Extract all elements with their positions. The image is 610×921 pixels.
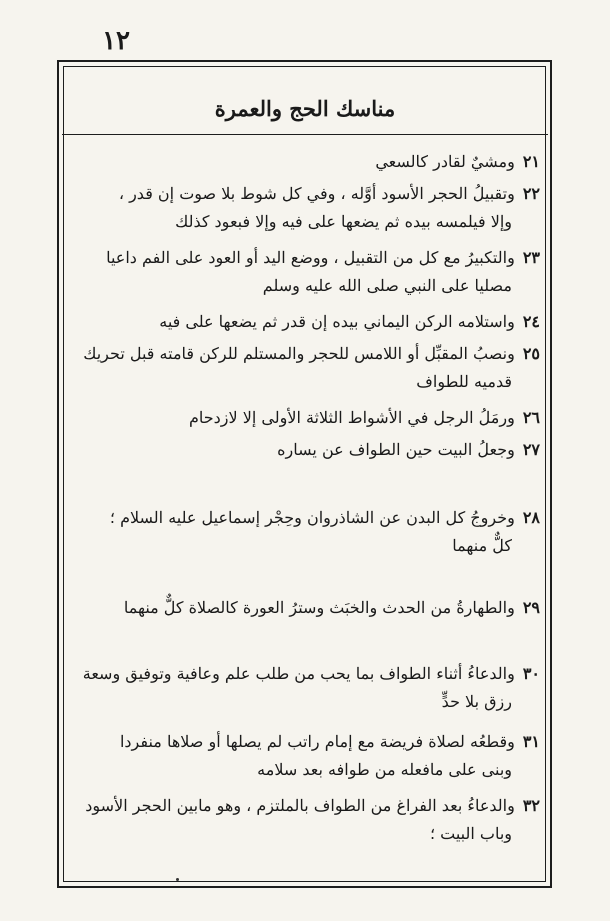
- page-title: مناسك الحج والعمرة: [214, 95, 396, 121]
- print-speck: [176, 878, 179, 881]
- list-item: ٢٨وخروجُ كل البدن عن الشاذروان وحِجْر إسماعيل عليه السلام ؛ كلٌّ منهما: [109, 508, 540, 555]
- list-item: ٣٠والدعاءُ أثناء الطواف بما يحب من طلب علم وعافية وتوفيق وسعة رزق بلا حدٍّ: [82, 664, 540, 711]
- list-item: ٢١ومشيٌ لقادر كالسعي: [375, 152, 540, 171]
- list-item: ٢٩والطهارةُ من الحدث والخبَث وسترُ العورة كالصلاة كلٌّ منهما: [123, 598, 540, 617]
- list-item: ٢٢وتقبيلُ الحجر الأسود أوَّله ، وفي كل شوط بلا صوت إن قدر ، وإلا فيلمسه بيده ثم يضعها على فيه وإلا فبعود كذلك: [118, 184, 540, 231]
- list-item: ٢٦ورمَلُ الرجل في الأشواط الثلاثة الأولى إلا لازدحام: [188, 408, 540, 427]
- list-item: ٣١وقطعُه لصلاة فريضة مع إمام راتب لم يصلها أو صلاها منفردا وبنى على مافعله من طوافه بعد سلامه: [119, 732, 540, 779]
- list-item: ٢٥ونصبُ المقبِّل أو اللامس للحجر والمستلم للركن قامته قبل تحريك قدميه للطواف: [83, 344, 540, 391]
- list-item: ٢٧وجعلُ البيت حين الطواف عن يساره: [277, 440, 540, 459]
- list-item: ٣٢والدعاءُ بعد الفراغ من الطواف بالملتزم ، وهو مابين الحجر الأسود وباب البيت ؛: [85, 796, 540, 843]
- list-item: ٢٤واستلامه الركن اليماني بيده إن قدر ثم يضعها على فيه: [159, 312, 540, 331]
- list-item: ٢٣والتكبيرُ مع كل من التقبيل ، ووضع اليد أو العود على الفم داعيا مصليا على النبي صلى الله عليه وسلم: [106, 248, 540, 295]
